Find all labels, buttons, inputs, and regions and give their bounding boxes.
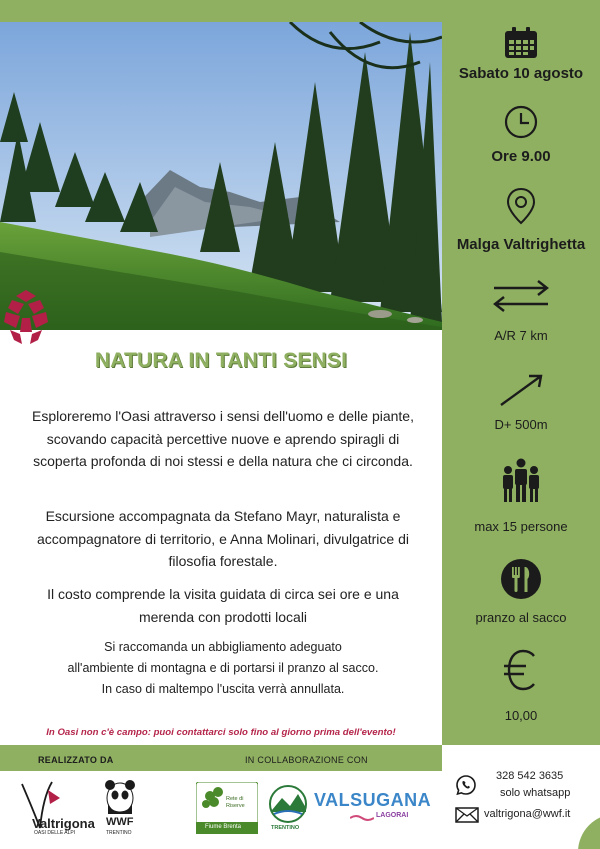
note-line: In caso di maltempo l'uscita verrà annullata. — [101, 682, 345, 696]
mountain-photo — [0, 22, 442, 330]
valsugana-wordmark: VALSUGANA — [314, 790, 432, 810]
event-place: Malga Valtrighetta — [456, 236, 586, 253]
collaboration-label: IN COLLABORAZIONE CON — [245, 755, 368, 765]
accompagnatori-logo — [268, 782, 308, 834]
event-details-sidebar — [442, 22, 600, 745]
ribbon-icon — [350, 814, 374, 822]
event-food: pranzo al sacco — [475, 610, 567, 625]
accompagnatori-subtitle: TRENTINO — [271, 825, 300, 831]
made-by-label: REALIZZATO DA — [38, 755, 114, 765]
calendar-icon — [503, 26, 539, 60]
email-icon — [455, 807, 479, 823]
valsugana-lagorai-logo — [312, 790, 432, 830]
wwf-subtitle: TRENTINO — [106, 830, 132, 836]
whatsapp-icon — [455, 774, 477, 796]
valtrigona-wordmark: Valtrigona — [32, 816, 95, 831]
phone-note: solo whatsapp — [500, 787, 571, 799]
description-paragraph: Esploreremo l'Oasi attraverso i sensi dell'uomo e delle piante, scovando capacità percettive nuove e aprendo spiragli di scoperta profonda di noi stessi e della natura che ci circonda. — [32, 408, 414, 469]
panda-icon — [102, 778, 138, 816]
event-elevation: D+ 500m — [494, 417, 548, 432]
note-line: Si raccomanda un abbigliamento adeguato — [104, 640, 342, 654]
cutlery-icon — [499, 557, 543, 601]
rete-title: Rete di Riserve — [226, 796, 245, 809]
event-distance: A/R 7 km — [494, 328, 548, 343]
event-price: 10,00 — [504, 708, 538, 723]
note-line: all'ambiente di montagna e di portarsi il pranzo al sacco. — [67, 661, 379, 675]
lagorai-wordmark: LAGORAI — [376, 812, 409, 819]
people-icon — [498, 455, 544, 505]
recommendation-note — [18, 637, 428, 700]
valtrigona-subtitle: OASI DELLE ALPI — [34, 830, 76, 836]
event-time: Ore 9.00 — [491, 148, 551, 165]
rete-riserve-logo — [196, 782, 258, 834]
event-title: NATURA IN TANTI SENSI — [94, 349, 348, 372]
wwf-logo — [102, 778, 138, 838]
email-address[interactable]: valtrigona@wwf.it — [484, 808, 571, 820]
location-pin-icon — [506, 187, 536, 225]
pinecone-logo-icon — [2, 288, 50, 350]
top-strip — [0, 0, 600, 22]
wwf-wordmark: WWF — [106, 816, 134, 828]
event-group-size: max 15 persone — [474, 519, 568, 534]
clock-icon — [503, 104, 539, 140]
phone-number[interactable]: 328 542 3635 — [496, 770, 564, 782]
guides-paragraph: Escursione accompagnata da Stefano Mayr, naturalista e accompagnatore di territorio, e Anna Molinari, divulgatrice di filosofia forestale. — [37, 508, 409, 569]
rete-subtitle: Fiume Brenta — [205, 824, 242, 830]
event-date: Sabato 10 agosto — [458, 65, 584, 82]
cost-paragraph: Il costo comprende la visita guidata di circa sei ore e una merenda con prodotti locali — [47, 586, 399, 625]
swap-arrows-icon — [490, 278, 552, 314]
up-arrow-icon — [497, 372, 545, 408]
valtrigona-logo — [18, 778, 94, 838]
no-signal-warning: In Oasi non c'è campo: puoi contattarci solo fino al giorno prima dell'evento! — [46, 727, 396, 738]
decorative-circle-icon — [576, 812, 600, 849]
euro-icon — [502, 648, 540, 692]
